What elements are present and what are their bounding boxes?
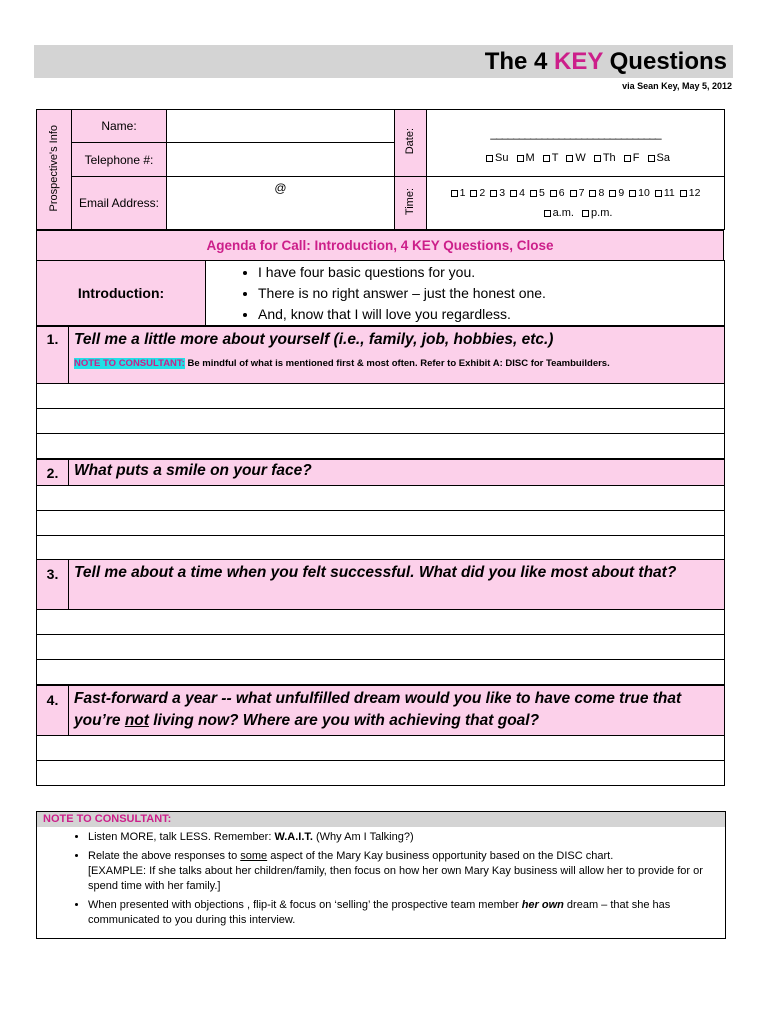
hour-checkboxes: 1 2 3 4 5 6 7 8 9 10 11 12: [427, 187, 724, 199]
hour-1-checkbox[interactable]: [451, 190, 458, 197]
hour-12-checkbox[interactable]: [680, 190, 687, 197]
intro-bullet: • And, know that I will love you regardless.: [258, 304, 724, 325]
answer-line[interactable]: [37, 511, 725, 536]
date-label: Date:: [395, 110, 427, 177]
question-3-text: Tell me about a time when you felt successful. What did you like most about that?: [69, 560, 725, 610]
time-label: Time:: [395, 177, 427, 230]
day-t-checkbox[interactable]: [543, 155, 550, 162]
answer-line[interactable]: [37, 635, 725, 660]
intro-bullet: • I have four basic questions for you.: [258, 262, 724, 283]
answer-line[interactable]: [37, 536, 725, 561]
answer-line[interactable]: [37, 660, 725, 685]
introduction-table: [36, 260, 725, 326]
question-2-table: [36, 459, 725, 561]
name-label: Name:: [72, 110, 167, 143]
day-checkboxes: Su M T W Th F Sa: [427, 152, 724, 164]
page-title: The 4 KEY Questions: [484, 48, 727, 75]
intro-bullet: • There is no right answer – just the honest one.: [258, 283, 724, 304]
hour-7-checkbox[interactable]: [570, 190, 577, 197]
day-su-checkbox[interactable]: [486, 155, 493, 162]
question-1-note: NOTE TO CONSULTANT: Be mindful of what is mentioned first & most often. Refer to Exhibit A: DISC for Teambuilders.: [74, 358, 610, 369]
hour-4-checkbox[interactable]: [510, 190, 517, 197]
page-subtitle: via Sean Key, May 5, 2012: [622, 81, 732, 91]
hour-5-checkbox[interactable]: [530, 190, 537, 197]
question-3-number: 3.: [37, 560, 69, 610]
introduction-label: Introduction:: [37, 261, 206, 326]
question-2-text: What puts a smile on your face?: [69, 460, 725, 486]
date-line: ______________________________: [490, 126, 661, 140]
note-label-highlight: NOTE TO CONSULTANT:: [74, 358, 185, 369]
answer-line[interactable]: [37, 384, 725, 409]
answer-line[interactable]: [37, 486, 725, 511]
day-th-checkbox[interactable]: [594, 155, 601, 162]
day-w-checkbox[interactable]: [566, 155, 573, 162]
consultant-note-heading: NOTE TO CONSULTANT:: [37, 812, 725, 827]
answer-line[interactable]: [37, 761, 725, 786]
introduction-bullets: [206, 261, 725, 326]
question-2-number: 2.: [37, 460, 69, 486]
answer-line[interactable]: [37, 610, 725, 635]
time-field[interactable]: [427, 177, 725, 230]
prospect-info-label: Prospective's Info: [37, 110, 72, 230]
hour-9-checkbox[interactable]: [609, 190, 616, 197]
email-label: Email Address:: [72, 177, 167, 230]
question-4-number: 4.: [37, 686, 69, 736]
consultant-note-box: [36, 811, 726, 939]
am-checkbox[interactable]: [544, 210, 551, 217]
pm-checkbox[interactable]: [582, 210, 589, 217]
agenda-banner: Agenda for Call: Introduction, 4 KEY Questions, Close: [36, 230, 724, 261]
telephone-field[interactable]: [167, 143, 395, 177]
consultant-note-item: • Listen MORE, talk LESS. Remember: W.A.I.T. (Why Am I Talking?): [88, 830, 725, 845]
email-at-sign: @: [274, 181, 287, 195]
question-1-number: 1.: [37, 327, 69, 384]
email-field[interactable]: [167, 177, 395, 230]
question-3-table: [36, 559, 725, 685]
question-1-table: [36, 326, 725, 459]
title-bar: [34, 45, 733, 78]
hour-2-checkbox[interactable]: [470, 190, 477, 197]
hour-3-checkbox[interactable]: [490, 190, 497, 197]
prospect-info-table: [36, 109, 725, 230]
day-f-checkbox[interactable]: [624, 155, 631, 162]
answer-line[interactable]: [37, 786, 725, 787]
answer-line[interactable]: [37, 434, 725, 459]
hour-10-checkbox[interactable]: [629, 190, 636, 197]
question-4-text: Fast-forward a year -- what unfulfilled dream would you like to have come true that you’re not living now? Where are you with achieving that goal?: [69, 686, 725, 736]
consultant-note-item: • When presented with objections , flip-it & focus on ‘selling’ the prospective team member her own dream – that she has communicated to you during this interview.: [88, 898, 725, 928]
answer-line[interactable]: [37, 736, 725, 761]
consultant-note-item: • Relate the above responses to some aspect of the Mary Kay business opportunity based on the DISC chart. [EXAMPLE: If she talks about her children/family, then focus on how her own Mary Kay business will allow her to provide for or spend time with her family.]: [88, 849, 725, 894]
hour-6-checkbox[interactable]: [550, 190, 557, 197]
day-sa-checkbox[interactable]: [648, 155, 655, 162]
hour-8-checkbox[interactable]: [589, 190, 596, 197]
question-1-text: Tell me a little more about yourself (i.e., family, job, hobbies, etc.) NOTE TO CONSULTANT: Be mindful of what is mentioned first & most often. Refer to Exhibit A: DISC for Teambuilders.: [69, 327, 725, 384]
answer-line[interactable]: [37, 409, 725, 434]
hour-11-checkbox[interactable]: [655, 190, 662, 197]
title-key-word: KEY: [554, 48, 603, 75]
telephone-label: Telephone #:: [72, 143, 167, 177]
emphasis-not: not: [124, 712, 149, 729]
date-field[interactable]: [427, 110, 725, 177]
day-m-checkbox[interactable]: [517, 155, 524, 162]
name-field[interactable]: [167, 110, 395, 143]
ampm-checkboxes: a.m. p.m.: [427, 207, 724, 219]
question-4-table: [36, 685, 725, 786]
